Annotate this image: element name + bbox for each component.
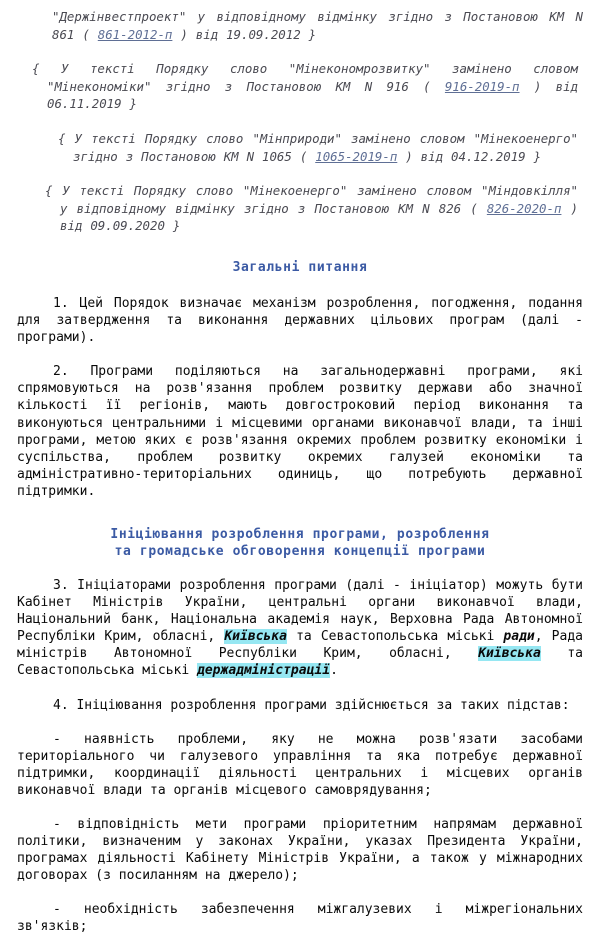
note-line-text: ) — [519, 78, 542, 94]
note-line-text: "Держінвестпроект" у відповідному відмінку згідно з — [52, 9, 452, 24]
highlight-kyivska-1: Київська — [224, 629, 287, 645]
amendment-note-826-2020 — [45, 182, 578, 235]
note-line-text: ) від 04.12.2019 } — [397, 148, 542, 164]
note-line-text: ) від 09.09.2020 } — [60, 200, 579, 234]
paragraph-3-part-4: та Севастопольська міські — [17, 646, 583, 679]
paragraph-1: 1. Цей Порядок визначає механізм розроблення, погодження, подання для затвердження та виконання державних цільових програм (далі - програми). — [17, 295, 583, 346]
link-916-2019-p[interactable]: 916-2019-п — [444, 78, 520, 94]
note-line-text: "Мінекономіки" згідно з Постановою КМ N 916 ( — [47, 78, 445, 94]
emphasis-rady: ради — [503, 629, 535, 645]
note-line-text: "Міндовкілля" у відповідному відмінку згідно з — [60, 183, 578, 216]
amendment-note-1065-2019 — [58, 130, 578, 165]
paragraph-3-part-2: та Севастопольська міські — [286, 629, 504, 645]
section-heading-initiation-line-1: Ініціювання розроблення програми, розроблення — [110, 526, 490, 542]
paragraph-4: 4. Ініціювання розроблення програми здійснюється за таких підстав: — [53, 697, 570, 713]
document-page — [0, 8, 600, 938]
section-heading-general-questions: Загальні питання — [232, 259, 368, 275]
note-line-text: "Мінекоенерго" згідно з Постановою КМ N 1065 — [73, 130, 578, 164]
note-line-text: від 06.11.2019 } — [47, 78, 578, 112]
paragraph-3-part-3: , Рада міністрів Автономної Республіки Крим, обласні, — [17, 629, 583, 662]
paragraph-3-part-5: . — [330, 663, 338, 679]
note-line-text: { У тексті Порядку слово "Мінекоенерго" замінено словом — [45, 183, 472, 199]
note-line-text: Постановою КМ N 861 ( — [52, 9, 583, 42]
highlight-kyivska-2: Київська — [478, 646, 541, 662]
note-line-text: ) від 19.09.2012 } — [172, 26, 317, 42]
note-line-text: ( — [299, 148, 316, 164]
paragraph-3-part-1: 3. Ініціаторами розроблення програми (далі - ініціатор) можуть бути Кабінет Міністрів України, центральні органи виконавчої влади, Національний банк, Національна академія наук, Верховна Рада Автономної Республіки Крим, обласні, — [17, 577, 583, 645]
section-heading-initiation-line-2: та громадське обговорення концепції програми — [114, 543, 486, 559]
bullet-item-3: - необхідність забезпечення міжгалузевих і міжрегіональних зв'язків; — [17, 902, 583, 935]
bullet-item-2: - відповідність мети програми пріоритетним напрямам державної політики, визначеним у законах України, указах Президента України, програмах діяльності Кабінету Міністрів України, а також у міжнародних договорах (з посиланням на джерело); — [17, 817, 583, 884]
highlight-derzhadministratsii: держадміністрації — [197, 663, 331, 679]
note-line-text: { У тексті Порядку слово "Мінекономрозвитку" замінено словом — [32, 61, 578, 77]
link-861-2012-p[interactable]: 861-2012-п — [97, 26, 173, 42]
amendment-note-916-2019 — [32, 60, 578, 113]
amendment-note-861-2012 — [52, 8, 583, 43]
link-826-2020-p[interactable]: 826-2020-п — [486, 200, 562, 216]
link-1065-2019-p[interactable]: 1065-2019-п — [315, 148, 398, 164]
bullet-item-1: - наявність проблеми, яку не можна розв'язати засобами територіального чи галузевого управління та яка потребує державної підтримки, координації діяльності центральних і місцевих органів виконавчої влади та органів місцевого самоврядування; — [17, 731, 583, 798]
section-heading-initiation — [0, 526, 600, 560]
paragraph-2: 2. Програми поділяються на загальнодержавні програми, які спрямовуються на розв'язання проблем розвитку держави або значної кількості її регіонів, мають довгостроковий період виконання та виконуються центральними і місцевими органами виконавчої влади, та інші програми, метою яких є розв'язання окремих проблем розвитку економіки і суспільства, проблем розвитку окремих галузей економіки та адміністративно-територіальних одиниць, що потребують державної підтримки. — [17, 364, 583, 499]
note-line-text: { У тексті Порядку слово "Мінприроди" замінено словом — [58, 130, 465, 146]
paragraph-3 — [17, 577, 583, 680]
note-line-text: Постановою КМ N 826 ( — [314, 200, 487, 216]
